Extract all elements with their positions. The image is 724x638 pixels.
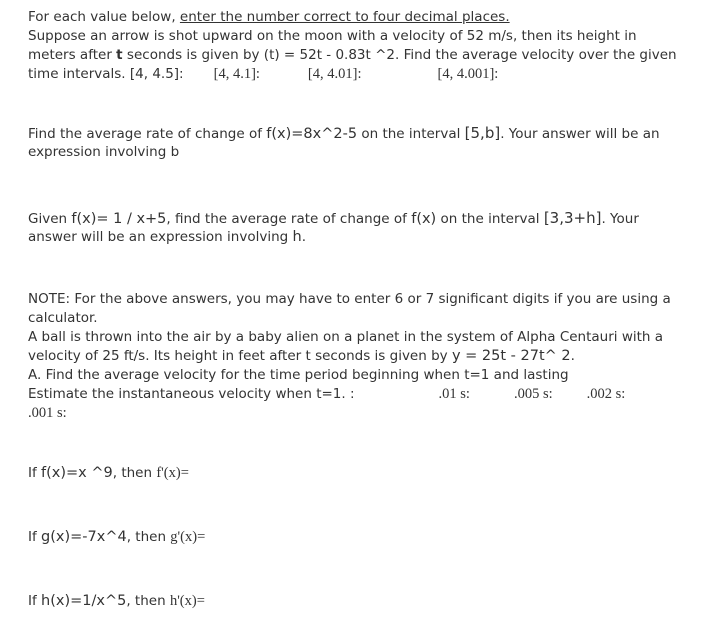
interval-1-label: time intervals. [4, 4.5]: — [28, 66, 184, 82]
text: . — [570, 348, 575, 364]
text: Find the average rate of change of — [28, 126, 267, 142]
step-005-label: .005 s: — [513, 386, 553, 402]
var-t: t — [116, 47, 123, 63]
text: , then — [126, 529, 171, 545]
problem-line — [28, 124, 668, 143]
rate-of-change-problem-1 — [28, 124, 668, 162]
height-formula: (t) = 52t - 0.83t ^2 — [263, 47, 395, 63]
function-expr: f(x)=8x^2-5 — [266, 126, 358, 142]
derivative-question-g — [28, 528, 668, 547]
problem-line — [28, 209, 668, 228]
derivative-label: g'(x)= — [170, 529, 206, 545]
text: Given — [28, 211, 72, 227]
step-001-label: .001 s: — [28, 405, 67, 421]
question-line — [28, 528, 668, 547]
interval-expr: [5,b] — [464, 124, 501, 142]
text: . Your — [601, 211, 639, 227]
text: on the interval — [436, 211, 544, 227]
function-expr: h(x)=1/x^5 — [41, 593, 127, 609]
text: . — [301, 229, 306, 245]
arrow-problem — [28, 8, 677, 84]
instruction-underlined: enter the number correct to four decimal places. — [179, 9, 510, 25]
problem-line — [28, 347, 668, 366]
derivative-question-f — [28, 464, 668, 483]
text: answer will be an expression involving — [28, 229, 293, 245]
interval-2-label: [4, 4.1]: — [213, 66, 260, 82]
text: meters after — [28, 47, 117, 63]
function-expr: g(x)=-7x^4 — [41, 529, 127, 545]
interval-line — [28, 65, 668, 84]
interval-4-label: [4, 4.001]: — [437, 66, 499, 82]
instruction-line — [28, 8, 668, 27]
text: If — [28, 529, 42, 545]
question-line — [28, 464, 668, 483]
question-line — [28, 592, 668, 611]
rate-of-change-problem-2 — [28, 209, 668, 247]
step-01-label: .01 s: — [438, 386, 470, 402]
text: . Find the average velocity over the given — [395, 47, 677, 63]
text: , then — [126, 593, 170, 609]
text: seconds is given by — [122, 47, 264, 63]
derivative-label: f'(x)= — [156, 465, 189, 481]
derivative-label: h'(x)= — [169, 593, 205, 609]
step-002-label: .002 s: — [586, 386, 626, 402]
text: . Your answer will be an — [500, 126, 660, 142]
arrow-text-line: Suppose an arrow is shot upward on the moon with a velocity of 52 m/s, then its height in — [28, 28, 637, 44]
instruction-text: For each value below, — [28, 9, 180, 25]
text: If — [28, 465, 42, 481]
arrow-formula-line — [28, 46, 677, 65]
derivative-question-h — [28, 592, 668, 611]
problem-line: A ball is thrown into the air by a baby alien on a planet in the system of Alpha Centauri with a — [28, 329, 664, 345]
estimate-line — [28, 385, 668, 404]
interval-3-label: [4, 4.01]: — [307, 66, 362, 82]
function-expr: f(x)= 1 / x+5 — [71, 211, 167, 227]
alien-ball-problem — [28, 290, 671, 423]
note-line: NOTE: For the above answers, you may have to enter 6 or 7 significant digits if you are using a — [28, 291, 671, 307]
note-line: calculator. — [28, 310, 98, 326]
function-expr: f(x)=x ^9 — [41, 465, 113, 481]
text: , find the average rate of change of — [166, 211, 412, 227]
height-formula: y = 25t - 27t^ 2 — [451, 348, 571, 364]
problem-line — [28, 228, 668, 247]
text: on the interval — [357, 126, 465, 142]
text: If — [28, 593, 42, 609]
estimate-label: Estimate the instantaneous velocity when t=1. : — [28, 386, 355, 402]
problem-line: A. Find the average velocity for the time period beginning when t=1 and lasting — [28, 367, 569, 383]
text: , then — [112, 465, 157, 481]
text: velocity of 25 ft/s. Its height in feet after t seconds is given by — [28, 348, 452, 364]
problem-line: expression involving b — [28, 144, 180, 160]
function-ref: f(x) — [411, 211, 437, 227]
interval-expr: [3,3+h] — [543, 209, 602, 227]
var-h: h — [292, 229, 302, 245]
